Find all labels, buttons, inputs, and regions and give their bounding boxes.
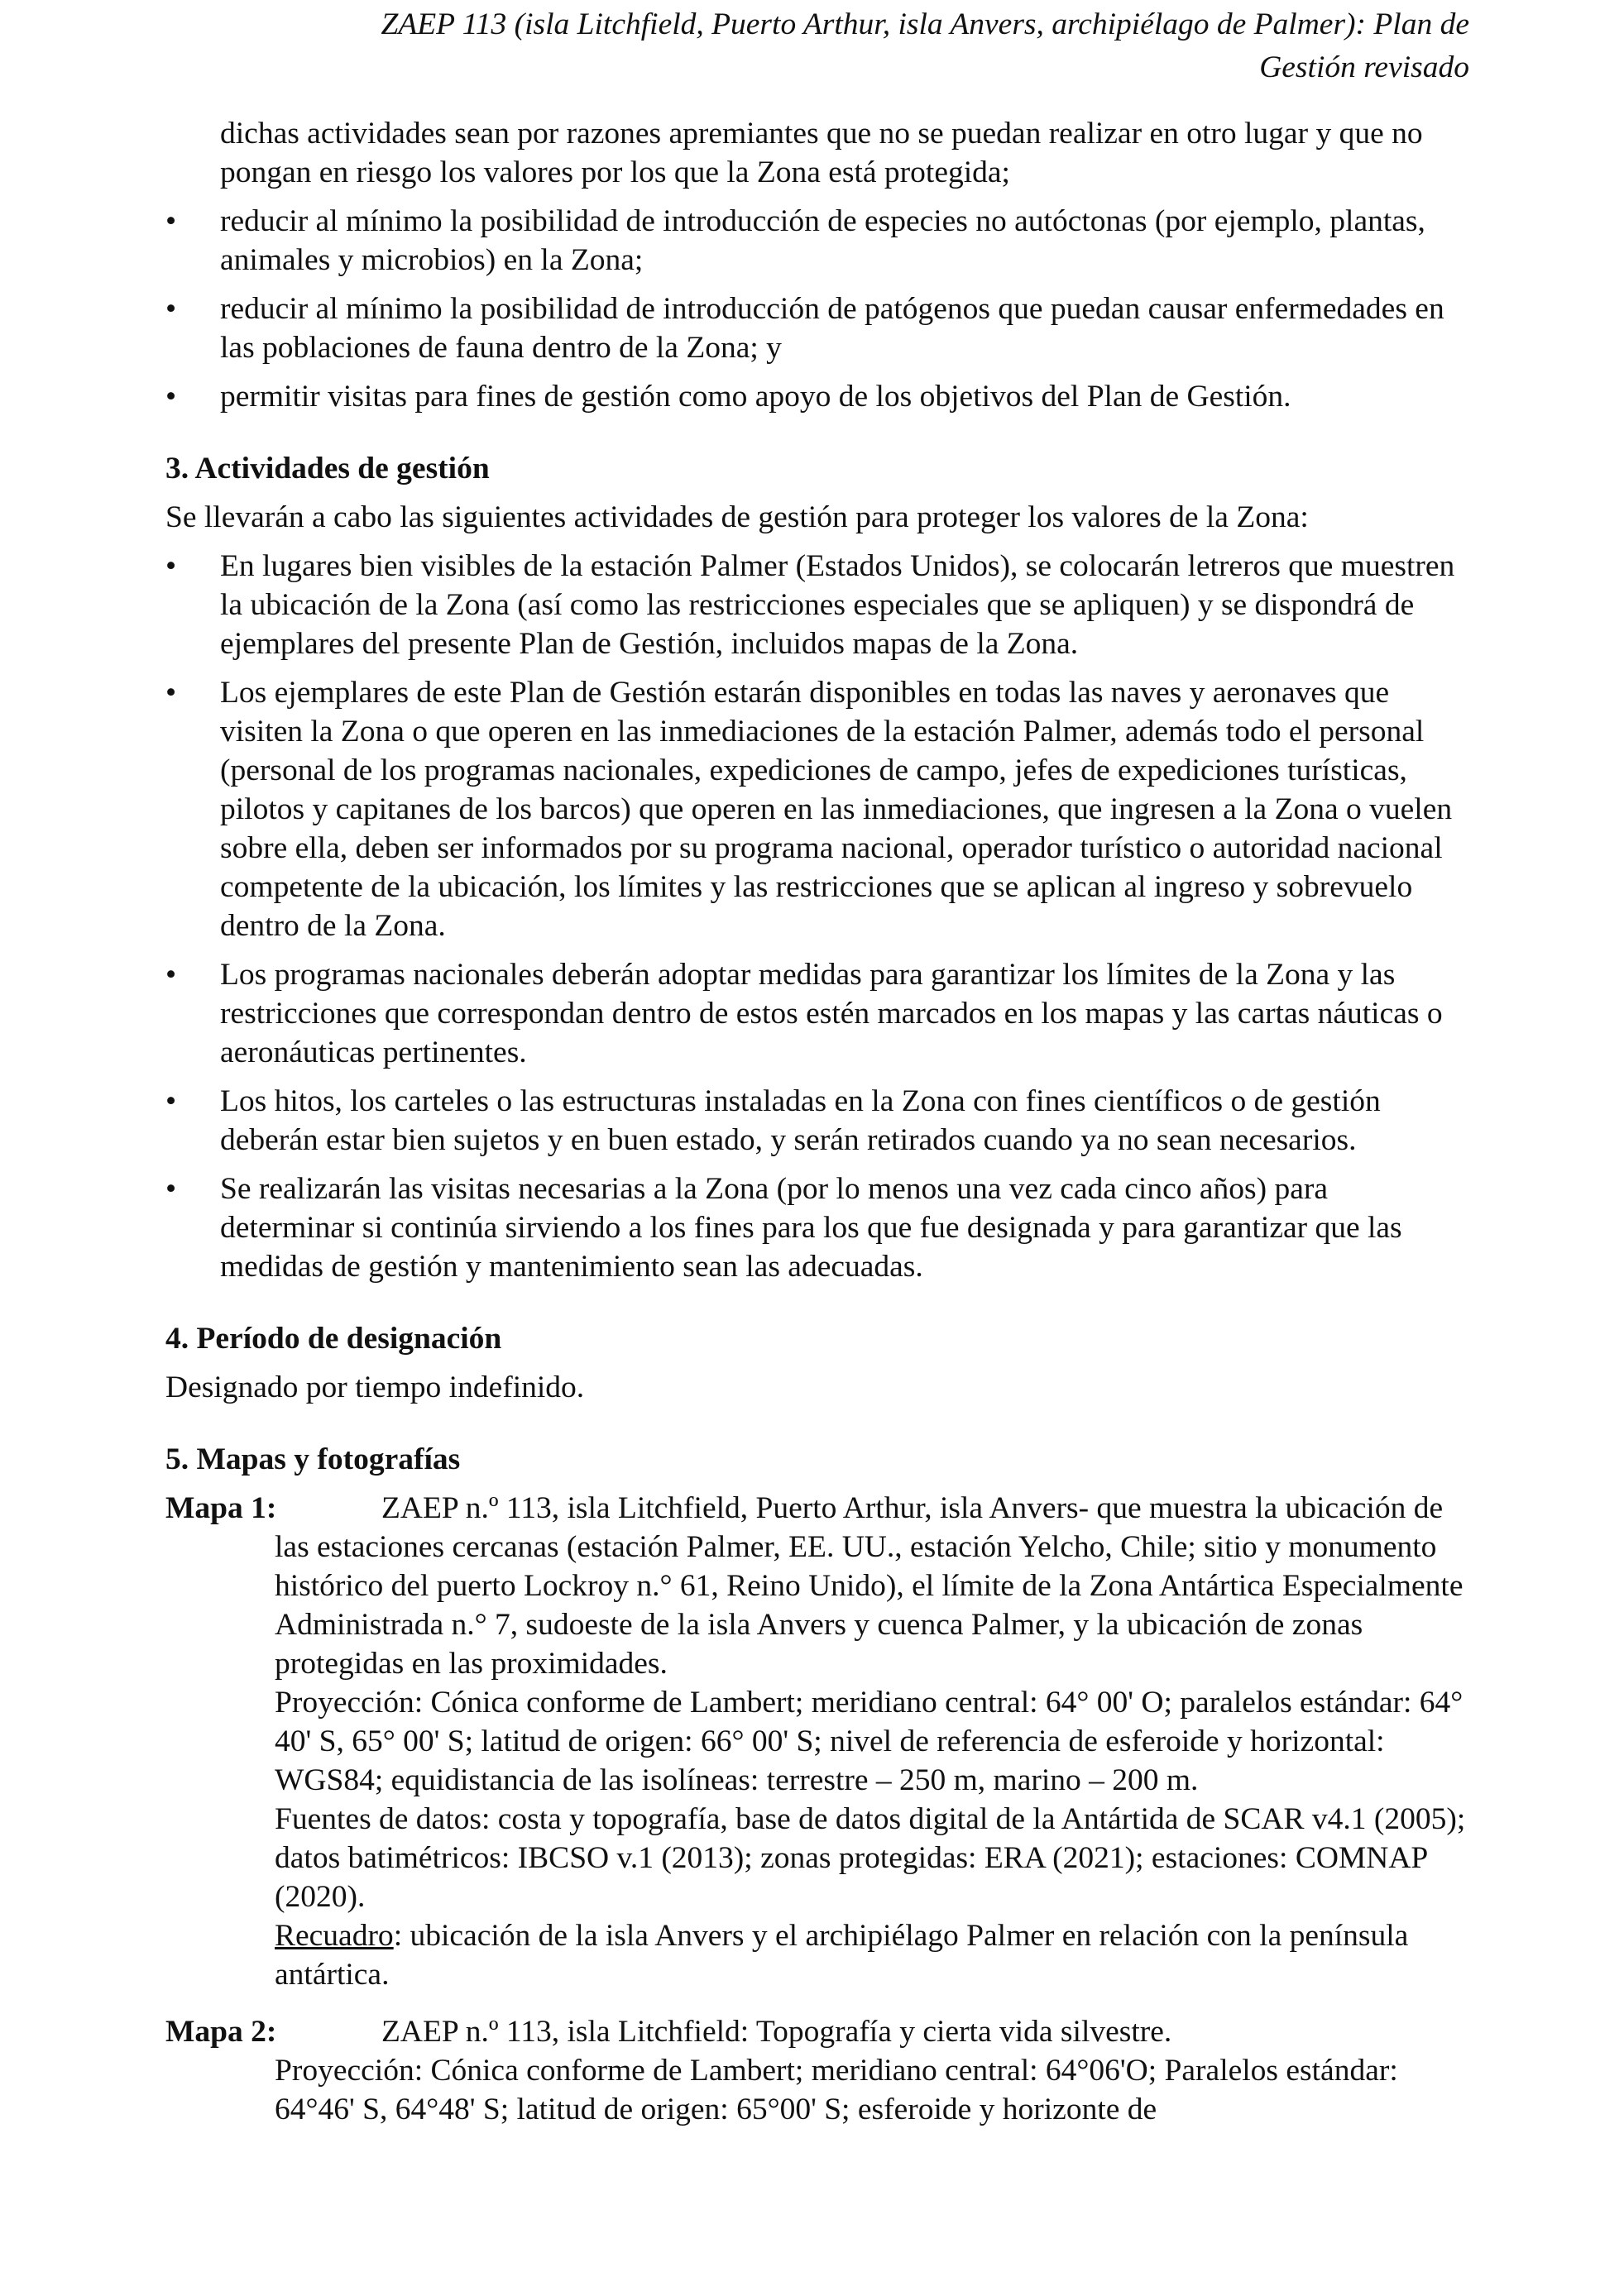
- bullet-icon: •: [165, 380, 177, 414]
- section-3-heading: 3. Actividades de gestión: [165, 452, 490, 486]
- list-item: • Los ejemplares de este Plan de Gestión estarán disponibles en todas las naves y aeronaves que visiten la Zona o que operen en las inmediaciones de la estación Palmer, además todo el personal (personal de los programas nacionales, expediciones de campo, jefes de expediciones turísticas, pilotos y capitanes de los barcos) que operen en las inmediaciones, que ingresen a la Zona o vuelen sobre ella, deben ser informados por su programa nacional, operador turístico o autoridad nacional competente de la ubicación, los límites y las restricciones que se aplican al ingreso y sobrevuelo dentro de la Zona.: [165, 673, 1469, 945]
- continuation-paragraph: dichas actividades sean por razones apremiantes que no se puedan realizar en otro lugar y que no pongan en riesgo los valores por los que la Zona está protegida;: [220, 117, 1423, 189]
- map-1-sources: Fuentes de datos: costa y topografía, base de datos digital de la Antártida de SCAR v4.1 (2005); datos batimétricos: IBCSO v.1 (2013); zonas protegidas: ERA (2021); estaciones: COMNAP (2020).: [275, 1802, 1466, 1914]
- map-1-inset-label: Recuadro: [275, 1919, 394, 1953]
- bullet-icon: •: [165, 204, 177, 238]
- map-2-label: Mapa 2:: [165, 2015, 277, 2049]
- map-1-inset: [275, 1916, 1469, 1994]
- page-body: [165, 114, 1469, 2129]
- map-2-entry: [165, 2012, 1469, 2129]
- bullet-icon: •: [165, 292, 177, 326]
- bullet-icon: •: [165, 1172, 177, 1206]
- running-header: [165, 3, 1469, 89]
- list-item: • Los programas nacionales deberán adoptar medidas para garantizar los límites de la Zona y las restricciones que correspondan dentro de estos estén marcados en los mapas y las cartas náuticas o aeronáuticas pertinentes.: [165, 955, 1469, 1072]
- section-3-intro: Se llevarán a cabo las siguientes actividades de gestión para proteger los valores de la Zona:: [165, 500, 1309, 534]
- map-2-title: ZAEP n.º 113, isla Litchfield: Topografía y cierta vida silvestre.: [381, 2015, 1172, 2049]
- objectives-list: [165, 202, 1469, 416]
- list-item: • reducir al mínimo la posibilidad de introducción de patógenos que puedan causar enfermedades en las poblaciones de fauna dentro de la Zona; y: [165, 289, 1469, 367]
- map-1-title: ZAEP n.º 113, isla Litchfield, Puerto Arthur, isla Anvers- que muestra la ubicación de las estaciones cercanas (estación Palmer, EE. UU., estación Yelcho, Chile; sitio y monumento histórico del puerto Lockroy n.° 61, Reino Unido), el límite de la Zona Antártica Especialmente Administrada n.° 7, sudoeste de la isla Anvers y cuenca Palmer, y la ubicación de zonas protegidas en las proximidades.: [275, 1491, 1464, 1681]
- bullet-icon: •: [165, 958, 177, 992]
- map-1-entry: [165, 1489, 1469, 1994]
- map-1-inset-text: : ubicación de la isla Anvers y el archipiélago Palmer en relación con la península antártica.: [275, 1919, 1409, 1992]
- list-item: • En lugares bien visibles de la estación Palmer (Estados Unidos), se colocarán letreros que muestren la ubicación de la Zona (así como las restricciones especiales que se apliquen) y se dispondrá de ejemplares del presente Plan de Gestión, incluidos mapas de la Zona.: [165, 547, 1469, 663]
- map-1-label: Mapa 1:: [165, 1491, 277, 1525]
- running-header-line-2: Gestión revisado: [1259, 50, 1469, 84]
- map-1-projection: Proyección: Cónica conforme de Lambert; meridiano central: 64° 00' O; paralelos estándar: 64° 40' S, 65° 00' S; latitud de origen: 66° 00' S; nivel de referencia de esferoide y horizontal: WGS84; equidistancia de las isolíneas: terrestre – 250 m, marino – 200 m.: [275, 1686, 1464, 1797]
- list-item: • Los hitos, los carteles o las estructuras instaladas en la Zona con fines científicos o de gestión deberán estar bien sujetos y en buen estado, y serán retirados cuando ya no sean necesarios.: [165, 1082, 1469, 1160]
- list-item: • Se realizarán las visitas necesarias a la Zona (por lo menos una vez cada cinco años) para determinar si continúa sirviendo a los fines para los que fue designada y para garantizar que las medidas de gestión y mantenimiento sean las adecuadas.: [165, 1170, 1469, 1286]
- list-item: • permitir visitas para fines de gestión como apoyo de los objetivos del Plan de Gestión.: [165, 377, 1469, 416]
- bullet-icon: •: [165, 676, 177, 710]
- bullet-icon: •: [165, 549, 177, 583]
- running-header-line-1: ZAEP 113 (isla Litchfield, Puerto Arthur, isla Anvers, archipiélago de Palmer): Plan de: [381, 7, 1469, 41]
- bullet-icon: •: [165, 1084, 177, 1118]
- section-4-text: Designado por tiempo indefinido.: [165, 1370, 585, 1404]
- section-4-heading: 4. Período de designación: [165, 1322, 502, 1356]
- management-activities-list: [165, 547, 1469, 1286]
- map-2-projection: Proyección: Cónica conforme de Lambert; meridiano central: 64°06'O; Paralelos estándar: 64°46' S, 64°48' S; latitud de origen: 65°00' S; esferoide y horizonte de: [275, 2054, 1398, 2126]
- section-5-heading: 5. Mapas y fotografías: [165, 1442, 461, 1476]
- list-item: • reducir al mínimo la posibilidad de introducción de especies no autóctonas (por ejemplo, plantas, animales y microbios) en la Zona;: [165, 202, 1469, 280]
